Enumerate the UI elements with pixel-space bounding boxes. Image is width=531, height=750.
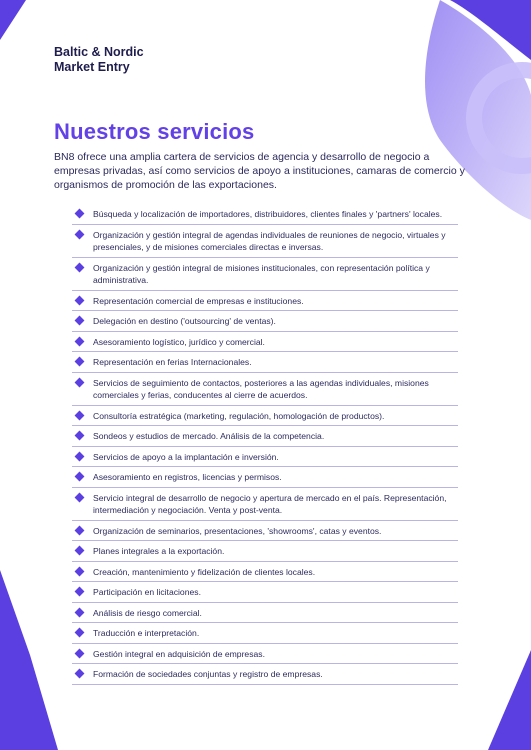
- list-item: [72, 623, 458, 644]
- brand-line-1: Baltic & Nordic: [54, 45, 144, 59]
- list-item: [72, 373, 458, 406]
- intro-paragraph: BN8 ofrece una amplia cartera de servicios de agencia y desarrollo de negocio a empresas privadas, así como servicios de apoyo a instituciones, camaras de comercio y organismos de promoción de las exportaciones.: [54, 151, 465, 191]
- diamond-bullet-icon: [75, 262, 85, 272]
- list-item: [72, 291, 458, 312]
- diamond-bullet-icon: [75, 628, 85, 638]
- list-item: [72, 352, 458, 373]
- services-list: [72, 204, 458, 685]
- diamond-bullet-icon: [75, 669, 85, 679]
- list-item: [72, 311, 458, 332]
- service-text: Planes integrales a la exportación.: [93, 546, 225, 556]
- list-item: [72, 426, 458, 447]
- list-item: [72, 406, 458, 427]
- service-text: Formación de sociedades conjuntas y registro de empresas.: [93, 669, 323, 679]
- diamond-bullet-icon: [75, 209, 85, 219]
- diamond-bullet-icon: [75, 451, 85, 461]
- list-item: [72, 467, 458, 488]
- service-text: Participación en licitaciones.: [93, 587, 201, 597]
- page-title: Nuestros servicios: [54, 119, 255, 144]
- service-text: Servicios de apoyo a la implantación e inversión.: [93, 451, 279, 462]
- diamond-bullet-icon: [75, 648, 85, 658]
- diamond-bullet-icon: [75, 316, 85, 326]
- list-item: [72, 258, 458, 291]
- service-text: Sondeos y estudios de mercado. Análisis de la competencia.: [93, 431, 325, 441]
- service-text: Organización y gestión integral de misiones institucionales, con representación política y administrativa.: [93, 262, 430, 285]
- list-item: [72, 521, 458, 542]
- diamond-bullet-icon: [75, 377, 85, 387]
- service-text: Delegación en destino ('outsourcing' de ventas).: [93, 316, 276, 326]
- service-text: Traducción e interpretación.: [93, 628, 200, 638]
- diamond-bullet-icon: [75, 229, 85, 239]
- service-text: Creación, mantenimiento y fidelización de clientes locales.: [93, 566, 316, 577]
- service-text: Representación en ferias Internacionales.: [93, 357, 252, 367]
- service-text: Asesoramiento logístico, jurídico y comercial.: [93, 336, 265, 347]
- service-text: Representación comercial de empresas e instituciones.: [93, 295, 304, 306]
- list-item: [72, 488, 458, 521]
- diamond-bullet-icon: [75, 566, 85, 576]
- list-item: [72, 664, 458, 685]
- service-text: Organización y gestión integral de agendas individuales de reuniones de negocio, virtuales y presenciales, y de misiones comerciales directas e inversas.: [93, 229, 446, 252]
- diamond-bullet-icon: [75, 472, 85, 482]
- list-item: [72, 204, 458, 225]
- list-item: [72, 225, 458, 258]
- diamond-bullet-icon: [75, 492, 85, 502]
- brand-logo-text: [54, 45, 144, 75]
- service-text: Organización de seminarios, presentaciones, 'showrooms', catas y eventos.: [93, 525, 382, 536]
- diamond-bullet-icon: [75, 587, 85, 597]
- diamond-bullet-icon: [75, 525, 85, 535]
- list-item: [72, 582, 458, 603]
- service-text: Servicio integral de desarrollo de negocio y apertura de mercado en el país. Representación, intermediación y negociación. Venta y post-venta.: [93, 492, 447, 515]
- list-item: [72, 644, 458, 665]
- diamond-bullet-icon: [75, 431, 85, 441]
- service-text: Consultoría estratégica (marketing, regulación, homologación de productos).: [93, 410, 385, 421]
- list-item: [72, 447, 458, 468]
- service-text: Gestión integral en adquisición de empresas.: [93, 648, 265, 659]
- service-text: Búsqueda y localización de importadores, distribuidores, clientes finales y 'partners' locales.: [93, 209, 443, 219]
- list-item: [72, 541, 458, 562]
- list-item: [72, 603, 458, 624]
- diamond-bullet-icon: [75, 546, 85, 556]
- list-item: [72, 332, 458, 353]
- diamond-bullet-icon: [75, 336, 85, 346]
- brand-line-2: Market Entry: [54, 60, 130, 74]
- diamond-bullet-icon: [75, 295, 85, 305]
- diamond-bullet-icon: [75, 607, 85, 617]
- service-text: Asesoramiento en registros, licencias y permisos.: [93, 472, 282, 482]
- service-text: Servicios de seguimiento de contactos, posteriores a las agendas individuales, misiones comerciales y ferias, conducentes al cierre de acuerdos.: [93, 377, 429, 400]
- list-item: [72, 562, 458, 583]
- service-text: Análisis de riesgo comercial.: [93, 607, 202, 618]
- diamond-bullet-icon: [75, 357, 85, 367]
- diamond-bullet-icon: [75, 410, 85, 420]
